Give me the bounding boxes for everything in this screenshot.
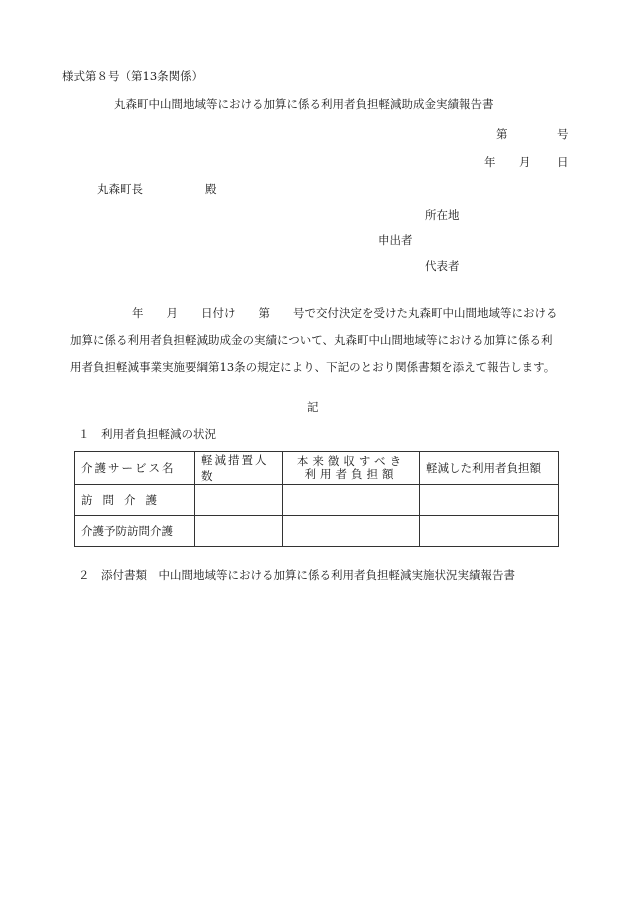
addressee-name: 丸森町長 <box>97 182 143 196</box>
table-row <box>75 485 559 516</box>
header-original-amount-line2: 利用者負担額 <box>304 467 398 481</box>
cell-original-amount[interactable] <box>283 485 420 516</box>
header-reduction-count: 軽減措置人数 <box>195 452 283 485</box>
row-service-name: 介護予防訪問介護 <box>75 516 195 547</box>
body-line: 用者負担軽減事業実施要綱第13条の規定により、下記のとおり関係書類を添えて報告します。 <box>70 360 556 374</box>
header-reduced-amount: 軽減した利用者負担額 <box>420 452 559 485</box>
body-line: 加算に係る利用者負担軽減助成金の実績について、丸森町中山間地域等における加算に係る利 <box>70 333 553 347</box>
body-paragraph <box>70 300 570 381</box>
ki-heading: 記 <box>307 400 319 414</box>
location-label: 所在地 <box>425 208 460 222</box>
cell-reduced-amount[interactable] <box>420 485 559 516</box>
header-original-amount <box>283 452 420 485</box>
cell-reduction-count[interactable] <box>195 485 283 516</box>
row-service-name: 訪問介護 <box>75 485 195 516</box>
section-1-heading: １ 利用者負担軽減の状況 <box>78 427 216 441</box>
cell-reduction-count[interactable] <box>195 516 283 547</box>
body-line: 年 月 日付け 第 号で交付決定を受けた丸森町中山間地域等における <box>132 306 558 320</box>
representative-label: 代表者 <box>425 259 460 273</box>
reduction-table <box>74 451 559 547</box>
doc-number-suffix: 号 <box>557 127 569 141</box>
table-header-row <box>75 452 559 485</box>
cell-reduced-amount[interactable] <box>420 516 559 547</box>
addressee-suffix: 殿 <box>205 182 217 196</box>
header-service-name: 介護サービス名 <box>75 452 195 485</box>
header-original-amount-line1: 本来徴収すべき <box>296 454 406 468</box>
doc-number-prefix: 第 <box>496 127 508 141</box>
date-month: 月 <box>519 155 531 169</box>
form-number: 様式第８号（第13条関係） <box>62 69 204 83</box>
date-day: 日 <box>557 155 569 169</box>
date-year: 年 <box>484 155 496 169</box>
document-title: 丸森町中山間地域等における加算に係る利用者負担軽減助成金実績報告書 <box>114 97 494 111</box>
table-row <box>75 516 559 547</box>
applicant-label: 申出者 <box>378 233 413 247</box>
section-2-attachments: ２ 添付書類 中山間地域等における加算に係る利用者負担軽減実施状況実績報告書 <box>78 568 515 582</box>
cell-original-amount[interactable] <box>283 516 420 547</box>
